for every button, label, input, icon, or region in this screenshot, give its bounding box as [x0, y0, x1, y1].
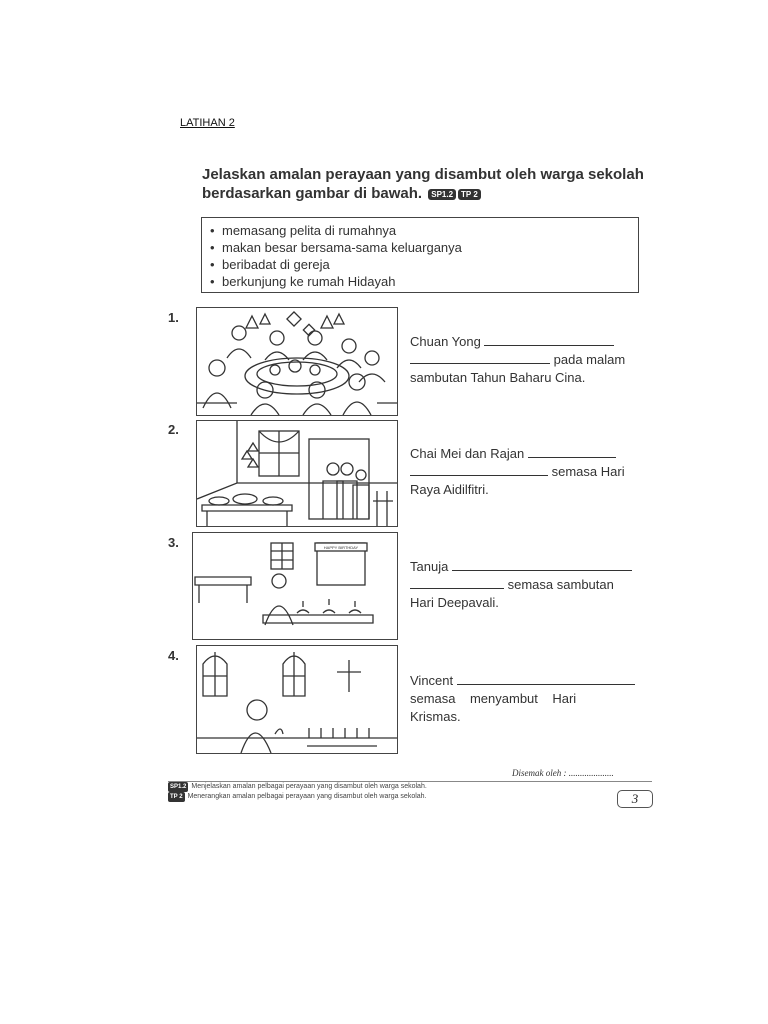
question-number: 1.: [168, 310, 179, 325]
question-subject: Tanuja: [410, 559, 449, 574]
hari-raya-illustration: [197, 421, 397, 526]
tag-tp: TP 2: [458, 189, 481, 200]
question-rest: pada malam: [553, 352, 626, 367]
instruction-text: [202, 165, 662, 203]
question-number: 3.: [168, 535, 179, 550]
picture-reunion-dinner: [196, 307, 398, 416]
footer-tag: SP1.2: [170, 784, 187, 790]
option-item: [210, 222, 638, 239]
bullet-icon: •: [210, 274, 215, 289]
footer-text: Menjelaskan amalan pelbagai perayaan yang disambut oleh warga sekolah.: [191, 783, 427, 790]
question-subject: Chuan Yong: [410, 334, 481, 349]
question-rest-2: Krismas.: [410, 709, 461, 724]
option-item: [210, 256, 638, 273]
question-subject: Vincent: [410, 673, 454, 688]
question-2-text: [410, 445, 650, 499]
picture-deepavali: [192, 532, 398, 640]
answer-line[interactable]: [528, 457, 616, 458]
deepavali-illustration: [193, 533, 397, 639]
options-box: [201, 217, 639, 293]
option-item: [210, 273, 638, 290]
question-rest: semasa sambutan: [507, 577, 614, 592]
answer-line[interactable]: [484, 345, 614, 346]
bullet-icon: •: [210, 240, 215, 255]
answer-line[interactable]: [410, 475, 548, 476]
tag-sp: SP1.2: [428, 189, 456, 200]
page-number: 3: [617, 790, 653, 808]
question-1-text: [410, 333, 650, 387]
church-illustration: [197, 646, 397, 753]
footer-line: [168, 792, 652, 802]
answer-line[interactable]: [457, 684, 635, 685]
option-text: beribadat di gereja: [222, 257, 330, 272]
answer-line[interactable]: [410, 363, 550, 364]
question-rest: semasa menyambut Hari: [410, 691, 577, 706]
instruction-sentence: Jelaskan amalan perayaan yang disambut oleh warga sekolah berdasarkan gambar di bawah.: [202, 166, 644, 202]
bullet-icon: •: [210, 223, 215, 238]
option-text: berkunjung ke rumah Hidayah: [222, 274, 396, 289]
exercise-heading: LATIHAN 2: [180, 117, 235, 129]
question-rest-2: Raya Aidilfitri.: [410, 482, 489, 497]
picture-church: [196, 645, 398, 754]
question-rest-2: Hari Deepavali.: [410, 595, 499, 610]
question-rest: semasa Hari: [551, 464, 625, 479]
footer-line: [168, 782, 652, 792]
answer-line[interactable]: [452, 570, 632, 571]
bullet-icon: •: [210, 257, 215, 272]
footer-tag: TP 2: [170, 794, 183, 800]
question-number: 4.: [168, 648, 179, 663]
picture-hari-raya-visit: [196, 420, 398, 527]
question-number: 2.: [168, 422, 179, 437]
footer-notes: [168, 780, 652, 802]
question-rest-2: sambutan Tahun Baharu Cina.: [410, 370, 586, 385]
question-4-text: [410, 672, 650, 726]
answer-line[interactable]: [410, 588, 504, 589]
footer-text: Menerangkan amalan pelbagai perayaan yang disambut oleh warga sekolah.: [187, 793, 427, 800]
option-item: [210, 239, 638, 256]
question-subject: Chai Mei dan Rajan: [410, 446, 525, 461]
option-text: makan besar bersama-sama keluarganya: [222, 240, 462, 255]
checked-by: Disemak oleh : ....................: [512, 768, 614, 778]
question-3-text: [410, 558, 650, 612]
happy-birthday-banner: HAPPY BIRTHDAY: [323, 545, 359, 550]
reunion-dinner-illustration: [197, 308, 397, 415]
option-text: memasang pelita di rumahnya: [222, 223, 397, 238]
